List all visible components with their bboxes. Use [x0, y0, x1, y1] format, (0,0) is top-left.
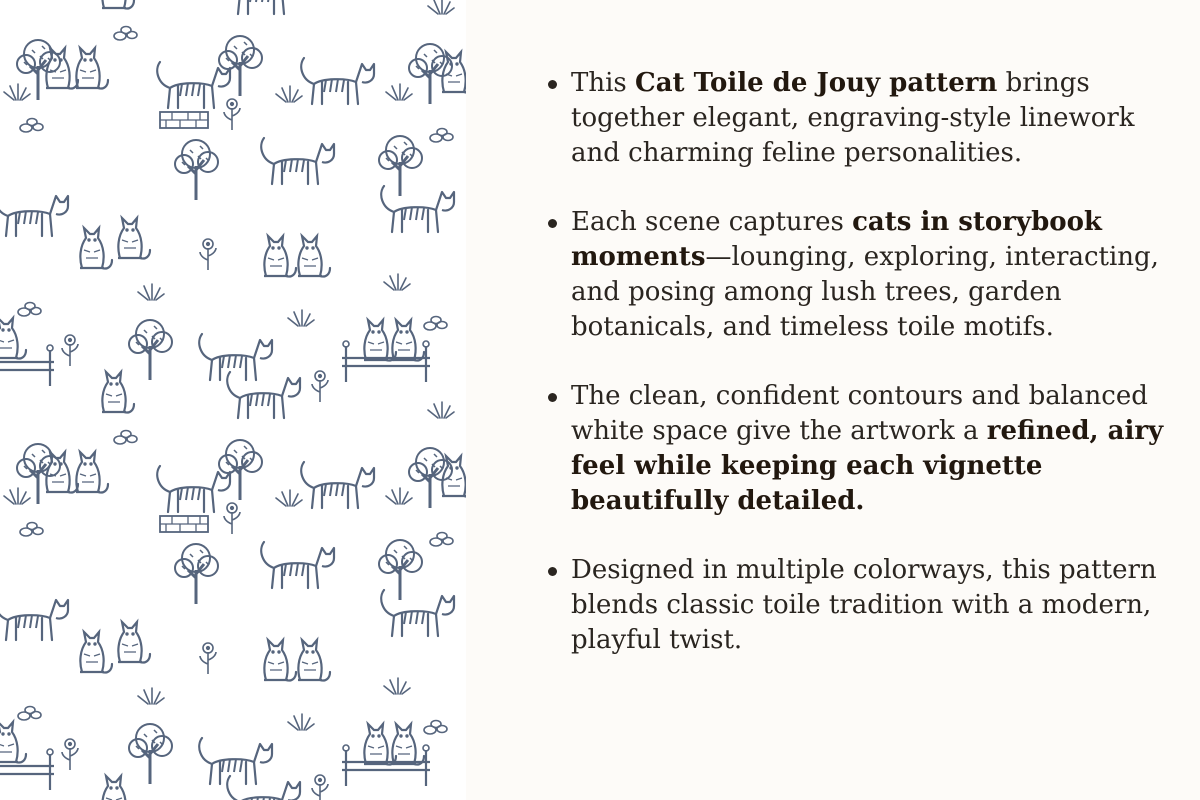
- highlight-text: Cat Toile de Jouy pattern: [635, 68, 998, 98]
- feature-list: [546, 66, 1166, 658]
- bullet-icon: [548, 567, 557, 576]
- text-segment: This: [571, 68, 636, 98]
- text-segment: Designed in multiple colorways, this pattern blends classic toile tradition with a modern, playful twist.: [571, 555, 1157, 655]
- description-panel: [546, 66, 1166, 692]
- highlight-text: refined, airy feel while keeping each vignette beautifully detailed.: [571, 416, 1164, 516]
- bullet-icon: [548, 219, 557, 228]
- text-segment: brings together elegant, engraving-style linework and charming feline personalities.: [571, 68, 1135, 168]
- feature-list-item: [546, 205, 1166, 345]
- text-segment: —lounging, exploring, interacting, and posing among lush trees, garden botanicals, and timeless toile motifs.: [571, 242, 1159, 342]
- text-segment: Each scene captures: [571, 207, 853, 237]
- bullet-icon: [548, 393, 557, 402]
- pattern-artwork: [0, 0, 466, 800]
- feature-list-item: [546, 66, 1166, 171]
- feature-list-item: [546, 379, 1166, 519]
- bullet-icon: [548, 80, 557, 89]
- feature-list-item: [546, 553, 1166, 658]
- text-segment: The clean, confident contours and balanced white space give the artwork a: [571, 381, 1148, 446]
- toile-pattern-illustration: [0, 0, 466, 800]
- highlight-text: cats in storybook moments: [571, 207, 1102, 272]
